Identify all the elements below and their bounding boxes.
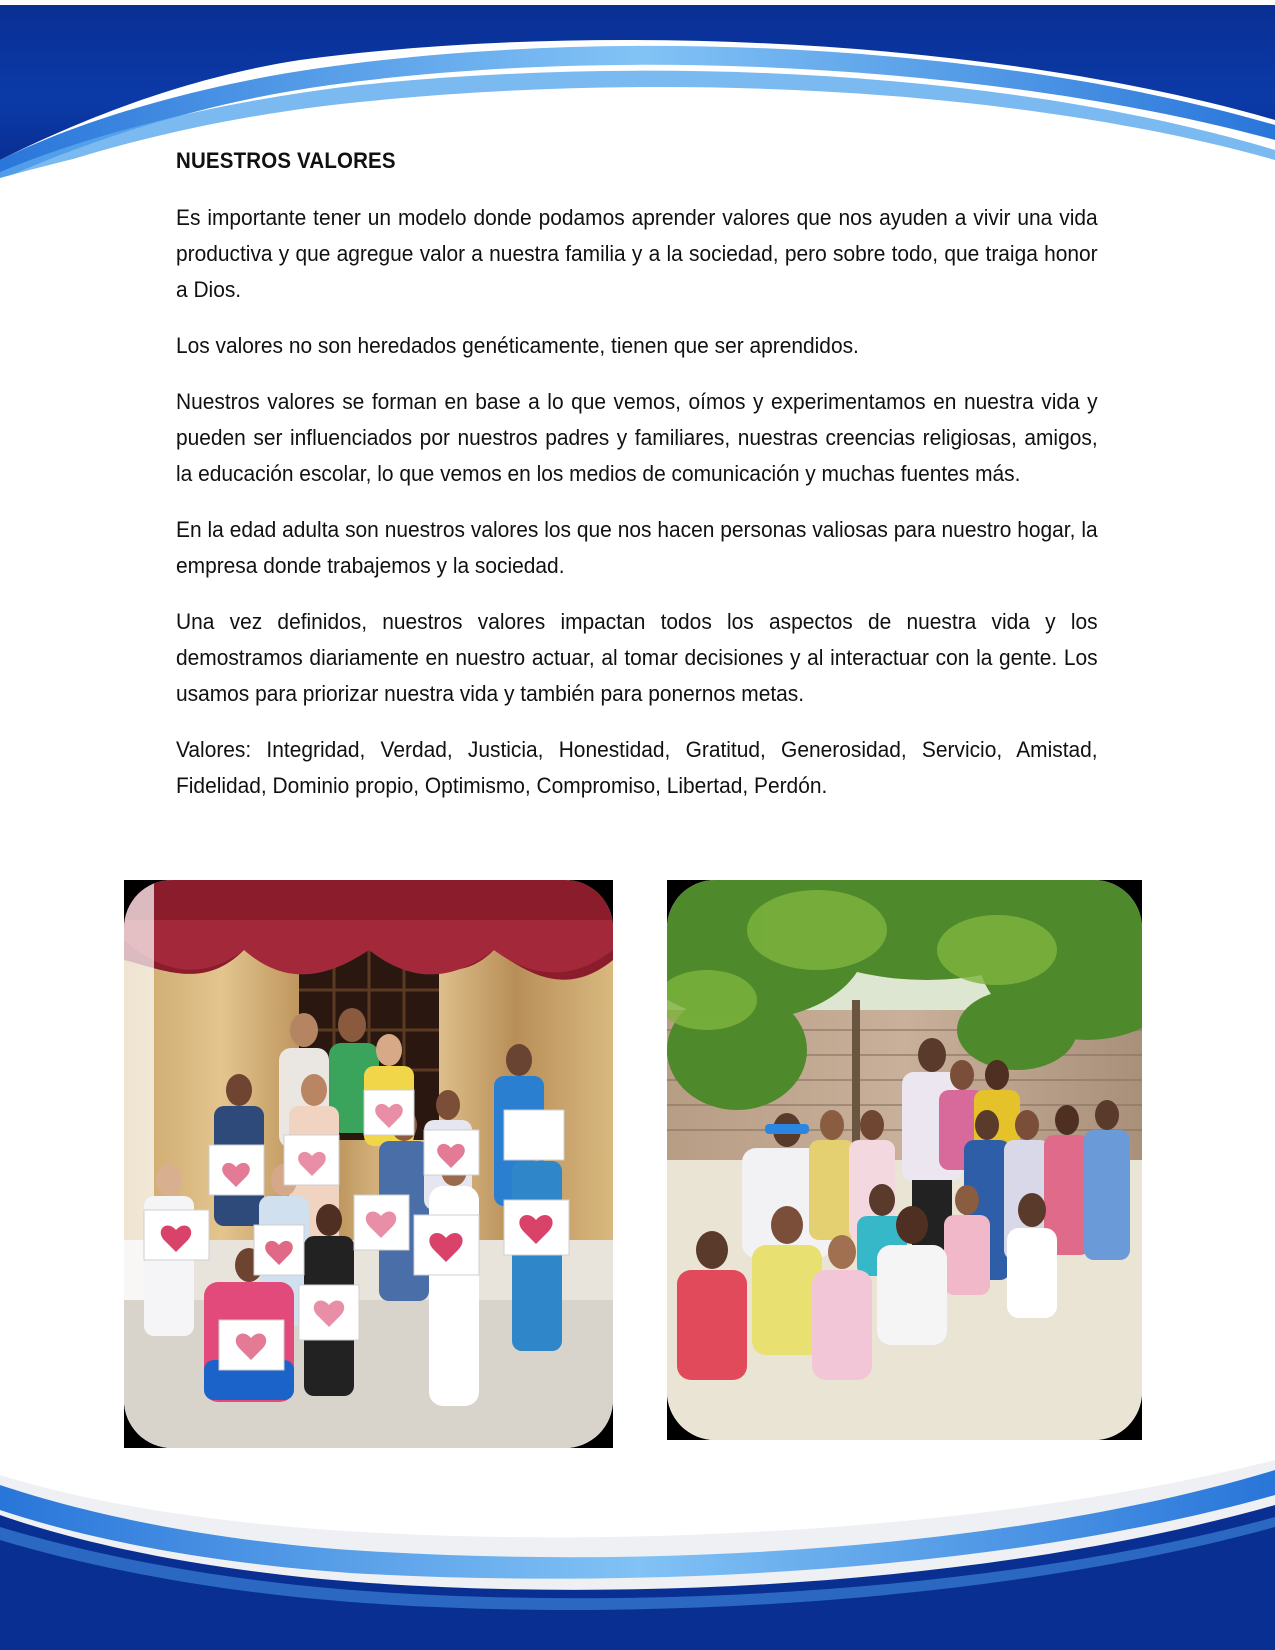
main-content [176, 148, 1098, 824]
paragraph-1: Es importante tener un modelo donde podamos aprender valores que nos ayuden a vivir una vida productiva y que agregue valor a nuestra familia y a la sociedad, pero sobre todo, que traiga honor a Dios. [176, 205, 1098, 302]
page-title: NUESTROS VALORES [176, 148, 396, 173]
paragraph-3: Nuestros valores se forman en base a lo que vemos, oímos y experimentamos en nuestra vida y pueden ser influenciados por nuestros padres y familiares, nuestras creencias religiosas, amigos, la educación escolar, lo que vemos en los medios de comunicación y muchas fuentes más. [176, 389, 1098, 486]
paragraph-4: En la edad adulta son nuestros valores los que nos hacen personas valiosas para nuestro hogar, la empresa donde trabajemos y la sociedad. [176, 517, 1098, 578]
photo-children-indoors [124, 880, 613, 1448]
photo-children-outdoors [667, 880, 1142, 1440]
photo-children-indoors-image [124, 880, 613, 1448]
photo-children-outdoors-image [667, 880, 1142, 1440]
bottom-wave-banner [0, 1455, 1275, 1650]
paragraph-5: Una vez definidos, nuestros valores impactan todos los aspectos de nuestra vida y los demostramos diariamente en nuestro actuar, al tomar decisiones y al interactuar con la gente. Los usamos para priorizar nuestra vida y también para ponernos metas. [176, 609, 1098, 706]
paragraph-2: Los valores no son heredados genéticamente, tienen que ser aprendidos. [176, 333, 859, 358]
paragraph-values-list: Valores: Integridad, Verdad, Justicia, Honestidad, Gratitud, Generosidad, Servicio, Amistad, Fidelidad, Dominio propio, Optimismo, Compromiso, Libertad, Perdón. [176, 737, 1098, 798]
